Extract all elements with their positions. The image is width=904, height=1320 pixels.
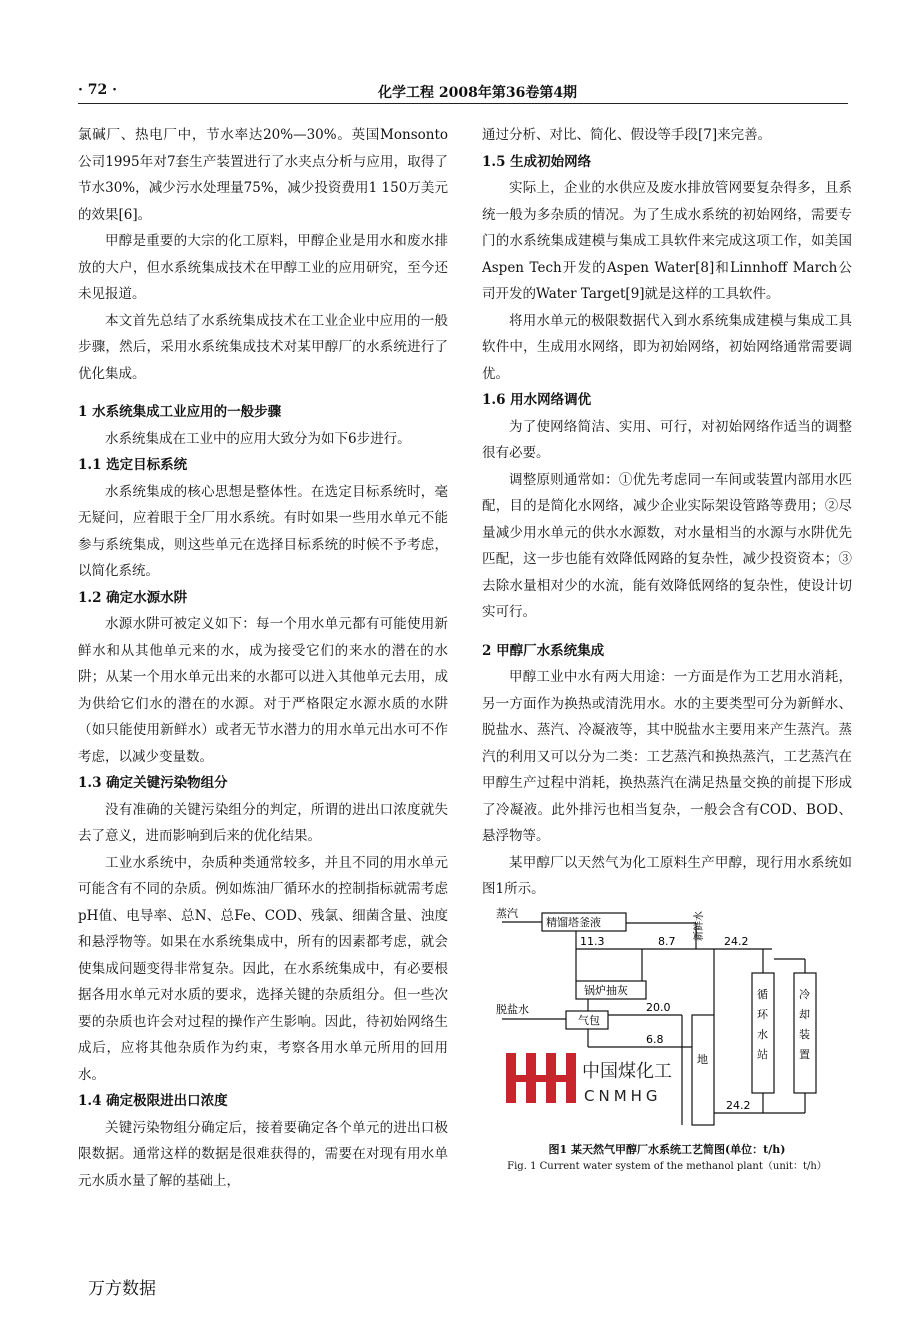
header-rule [78,103,848,104]
page-number: · 72 · [78,82,117,98]
paragraph: 调整原则通常如：①优先考虑同一车间或装置内部用水匹配，目的是简化水网络，减少企业实际架设管路等费用；②尽量减少用水单元的供水水源数，对水量相当的水源与水阱优先匹配，这一步也能有效降低网路的复杂性，减少投资资本；③去除水量相对少的水流，能有效降低网络的复杂性，使设计切实可行。 [482,471,852,620]
subsection-heading: 1.4 确定极限进出口浓度 [78,1093,228,1109]
figure-1 [482,903,852,1135]
flow-3: 24.2 [724,934,749,948]
label-tower: 精馏塔釜液 [546,915,601,929]
left-column [78,122,448,1194]
subsection-heading: 1.2 确定水源水阱 [78,589,188,606]
subsection-heading: 1.5 生成初始网络 [482,153,592,170]
flow-diagram [482,903,852,1135]
figure-caption-cn: 图1 某天然气甲醇厂水系统工艺简图(单位：t/h) [548,1142,786,1156]
watermark-cn: 中国煤化工 [582,1060,672,1082]
label-drum: 气包 [578,1013,600,1027]
paragraph: 甲醇是重要的大宗的化工原料，甲醇企业是用水和废水排放的大户，但水系统集成技术在甲醇工业的应用研究，至今还未见报道。 [78,233,448,302]
paragraph: 水系统集成在工业中的应用大致分为如下6步进行。 [105,430,411,447]
flow-6: 24.2 [726,1098,751,1112]
label-desalt: 脱盐水 [496,1002,529,1016]
paragraph: 水源水阱可被定义如下：每一个用水单元都有可能使用新鲜水和从其他单元来的水，成为接受它们的来水的潜在的水阱；从某一个用水单元出来的水都可以进入其他单元去用，成为供给它们水的潜在的水源。对于严格限定水源水质的水阱（如只能使用新鲜水）或者无节水潜力的用水单元出水可不作考虑，以减少变量数。 [78,616,448,765]
subsection-heading: 1.1 选定目标系统 [78,457,188,473]
paragraph: 通过分析、对比、简化、假设等手段[7]来完善。 [482,127,772,143]
paragraph: 实际上，企业的水供应及废水排放管网要复杂得多，且系统一般为多杂质的情况。为了生成水系统的初始网络，需要专门的水系统集成建模与集成工具软件来完成这项工作，如美国Aspen Tech开发的Aspen Water[8]和Linnhoff March公司开发的Water Target[9]就是这样的工具软件。 [482,180,852,302]
subsection-heading: 1.6 用水网络调优 [482,392,592,408]
label-ground: 地 [697,1052,708,1066]
paragraph: 为了使网络简洁、实用、可行，对初始网络作适当的调整很有必要。 [482,418,852,461]
label-steam: 蒸汽 [496,906,518,920]
paragraph: 氯碱厂、热电厂中，节水率达20%—30%。英国Monsonto公司1995年对7套生产装置进行了水夹点分析与应用，取得了节水30%，减少污水处理量75%，减少投资费用1 150万美元的效果[6]。 [78,127,448,223]
watermark-en: CNMHG [584,1086,662,1105]
label-fresh: 新鲜水 [694,910,705,941]
watermark-logo [506,1053,672,1105]
section-heading: 1 水系统集成工业应用的一般步骤 [78,404,282,420]
paragraph: 甲醇工业中水有两大用途：一方面是作为工艺用水消耗，另一方面作为换热或清洗用水。水的主要类型可分为新鲜水、脱盐水、蒸汽、冷凝液等，其中脱盐水主要用来产生蒸汽。蒸汽的利用又可以分为二类：工艺蒸汽和换热蒸汽，工艺蒸汽在甲醇生产过程中消耗，换热蒸汽在满足热量交换的前提下形成了冷凝液。此外排污也相当复杂，一般会含有COD、BOD、悬浮物等。 [482,669,852,844]
flow-1: 11.3 [580,934,605,948]
label-cool: 冷却装置 [799,987,810,1061]
label-circ: 循环水站 [757,987,768,1061]
figure-caption-en: Fig. 1 Current water system of the methanol plant（unit：t/h） [507,1160,827,1172]
flow-2: 8.7 [658,934,676,948]
ground-box [692,1015,714,1125]
paragraph: 关键污染物组分确定后，接着要确定各个单元的进出口极限数据。通常这样的数据是很难获得的，需要在对现有用水单元水质水量了解的基础上， [78,1119,448,1189]
paragraph: 没有准确的关键污染组分的判定，所谓的进出口浓度就失去了意义，进而影响到后来的优化结果。 [78,801,448,844]
right-column [482,122,852,1175]
page-header [78,82,848,104]
section-heading: 2 甲醇厂水系统集成 [482,642,605,659]
journal-info: 化学工程 2008年第36卷第4期 [378,85,578,101]
paragraph: 水系统集成的核心思想是整体性。在选定目标系统时，毫无疑问，应着眼于全厂用水系统。有时如果一些用水单元不能参与系统集成，则这些单元在选择目标系统的时候不予考虑，以简化系统。 [78,483,448,579]
flow-5: 6.8 [646,1032,664,1046]
footer-watermark: 万方数据 [88,1279,156,1299]
paragraph: 本文首先总结了水系统集成技术在工业企业中应用的一般步骤，然后，采用水系统集成技术对某甲醇厂的水系统进行了优化集成。 [78,312,448,382]
paragraph: 将用水单元的极限数据代入到水系统集成建模与集成工具软件中，生成用水网络，即为初始网络，初始网络通常需要调优。 [482,312,852,382]
subsection-heading: 1.3 确定关键污染物组分 [78,775,228,791]
flow-4: 20.0 [646,1000,671,1014]
paragraph: 某甲醇厂以天然气为化工原料生产甲醇，现行用水系统如图1所示。 [482,854,852,897]
paragraph: 工业水系统中，杂质种类通常较多，并且不同的用水单元可能含有不同的杂质。例如炼油厂循环水的控制指标就需考虑pH值、电导率、总N、总Fe、COD、残氯、细菌含量、浊度和悬浮物等。如果在水系统集成中，所有的因素都考虑，就会使集成问题变得非常复杂。因此，在水系统集成中，有必要根据各用水单元对水质的要求，选择关键的杂质组分。但一些次要的杂质也许会对过程的操作产生影响。因此，待初始网络生成后，应将其他杂质作为约束，考察各用水单元所用的回用水。 [78,854,448,1083]
label-boiler: 锅炉抽灰 [584,983,628,997]
